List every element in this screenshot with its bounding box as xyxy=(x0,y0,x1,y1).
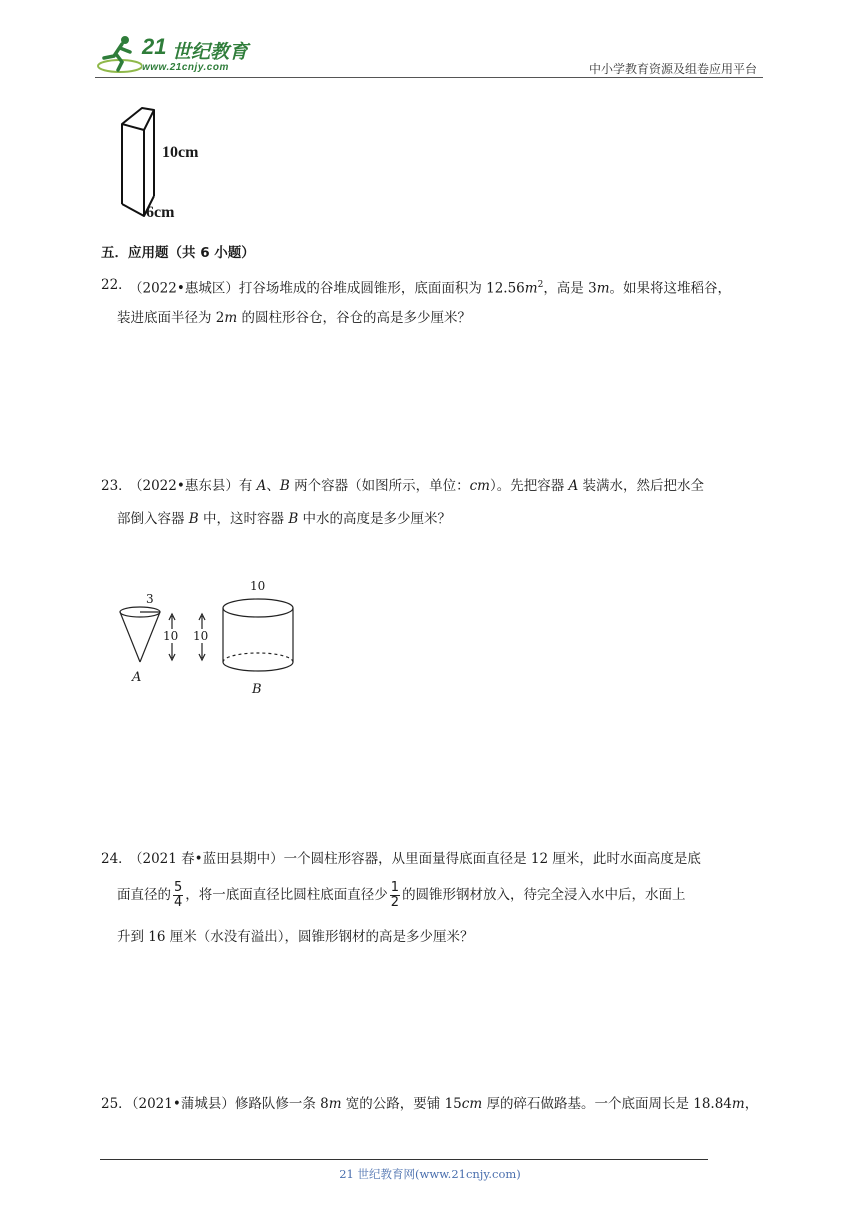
question-22-number: 22． xyxy=(101,277,132,293)
prism-base-label: 6cm xyxy=(146,204,175,221)
cone-height-label: 10 xyxy=(163,629,179,643)
cylinder-diameter-label: 10 xyxy=(250,579,266,593)
cone-radius-label: 3 xyxy=(146,592,154,606)
question-24-line-3: 升到 16 厘米（水没有溢出），圆锥形钢材的高是多少厘米？ xyxy=(117,929,474,945)
logo-number: 21 xyxy=(142,34,167,59)
fraction-five-fourths: $\frac{5}{4}$ xyxy=(174,880,183,910)
question-23-line-1: （2022•惠东县）有 A、B 两个容器（如图所示，单位：cm）。先把容器 A 装满水，然后把水全 xyxy=(129,478,705,494)
header-divider xyxy=(95,77,763,78)
site-logo xyxy=(92,32,262,82)
container-b-label: B xyxy=(252,682,262,697)
question-24-line-2: 面直径的 $\frac{5}{4}$ ，将一底面直径比圆柱底面直径少 $\frac{1}{2}$ 的圆锥形钢材放入，待完全浸入水中后，水面上 xyxy=(117,880,686,910)
question-25-number: 25． xyxy=(101,1096,132,1112)
section-title: 五．应用题（共 6 小题） xyxy=(101,245,255,261)
logo-url: www.21cnjy.com xyxy=(142,62,229,73)
question-24-line-1: （2021 春•蓝田县期中）一个圆柱形容器，从里面量得底面直径是 12 厘米，此时水面高度是底 xyxy=(129,851,701,867)
logo-text: 世纪教育 xyxy=(172,41,249,63)
question-24-number: 24． xyxy=(101,851,132,867)
prism-figure xyxy=(118,104,228,226)
runner-logo-icon xyxy=(92,32,142,76)
containers-figure xyxy=(112,576,302,700)
header-platform-text: 中小学教育资源及组卷应用平台 xyxy=(588,62,757,76)
question-23-line-2: 部倒入容器 B 中，这时容器 B 中水的高度是多少厘米？ xyxy=(117,511,452,527)
footer-divider xyxy=(100,1159,708,1160)
question-25-line-1: （2021•蒲城县）修路队修一条 8m 宽的公路，要铺 15cm 厚的碎石做路基。一个底面周长是 18.84m， xyxy=(125,1096,759,1112)
footer-link[interactable]: 21 世纪教育网(www.21cnjy.com) xyxy=(339,1167,521,1181)
question-22-line-2: 装进底面半径为 2m 的圆柱形谷仓，谷仓的高是多少厘米？ xyxy=(117,310,471,326)
question-23-number: 23． xyxy=(101,478,132,494)
container-a-label: A xyxy=(132,670,142,685)
fraction-one-half: $\frac{1}{2}$ xyxy=(390,880,400,910)
prism-height-label: 10cm xyxy=(162,144,199,161)
question-22-line-1: （2022•惠城区）打谷场堆成的谷堆成圆锥形，底面面积为 $12.56m^2$，高是 3m。如果将这堆稻谷， xyxy=(129,280,732,297)
cylinder-height-label: 10 xyxy=(193,629,209,643)
